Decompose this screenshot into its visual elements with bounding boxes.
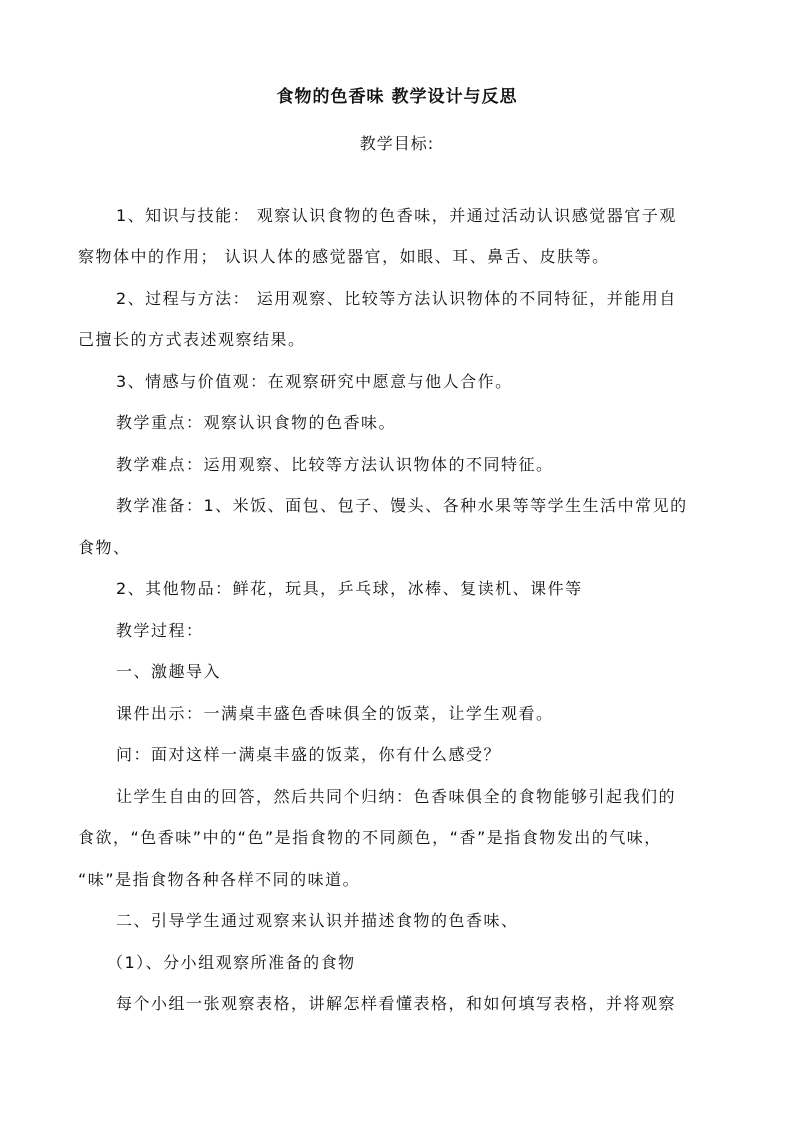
courseware-display: 课件出示：一满桌丰盛色香味俱全的饭菜，让学生观看。 <box>116 704 554 723</box>
question-line: 问：面对这样一满桌丰盛的饭菜，你有什么感受？ <box>116 745 502 764</box>
document-title: 食物的色香味 教学设计与反思 <box>276 87 518 107</box>
teaching-key-point: 教学重点：观察认识食物的色香味。 <box>116 413 397 432</box>
group-observation-line: 每个小组一张观察表格，讲解怎样看懂表格，和如何填写表格，并将观察 <box>116 994 677 1013</box>
objective-1-line-2: 察物体中的作用； 认识人体的感觉器官，如眼、耳、鼻舌、皮肤等。 <box>78 247 610 266</box>
section-two-heading: 二、引导学生通过观察来认识并描述食物的色香味、 <box>116 911 519 930</box>
summary-line-2: 食欲，“色香味”中的“色”是指食物的不同颜色，“香”是指食物发出的气味， <box>78 828 662 847</box>
teaching-preparation-line-2: 食物、 <box>78 538 131 557</box>
objective-3: 3、情感与价值观：在观察研究中愿意与他人合作。 <box>116 372 513 391</box>
objective-1-line-1: 1、知识与技能： 观察认识食物的色香味，并通过活动认识感觉器官子观 <box>116 206 677 225</box>
summary-line-3: “味”是指食物各种各样不同的味道。 <box>78 870 361 889</box>
subsection-one-heading: （1）、分小组观察所准备的食物 <box>107 953 356 972</box>
objective-2-line-1: 2、过程与方法： 运用观察、比较等方法认识物体的不同特征，并能用自 <box>116 289 677 308</box>
teaching-preparation-line-1: 教学准备：1、米饭、面包、包子、馒头、各种水果等等学生生活中常见的 <box>116 496 688 515</box>
summary-line-1: 让学生自由的回答，然后共同个归纳：色香味俱全的食物能够引起我们的 <box>116 787 677 806</box>
section-heading-objectives: 教学目标: <box>359 134 435 153</box>
section-one-heading: 一、激趣导入 <box>116 662 222 681</box>
objective-2-line-2: 己擅长的方式表述观察结果。 <box>78 330 306 349</box>
teaching-difficulty: 教学难点：运用观察、比较等方法认识物体的不同特征。 <box>116 455 554 474</box>
teaching-process-heading: 教学过程： <box>116 621 204 640</box>
teaching-preparation-other: 2、其他物品：鲜花，玩具，乒乓球，冰棒、复读机、课件等 <box>116 579 583 598</box>
